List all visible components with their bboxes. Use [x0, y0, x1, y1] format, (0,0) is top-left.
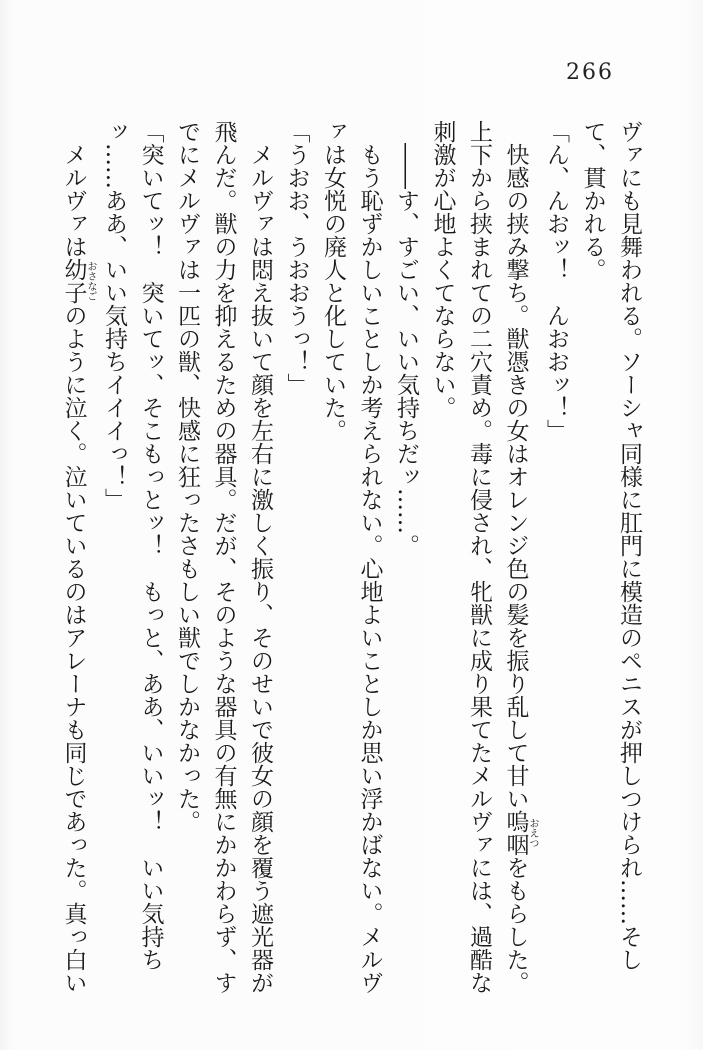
page-number: 266 [566, 60, 614, 85]
paragraph: メルヴァは幼子おさなごのように泣く。泣いているのはアレーナも同じであった。真っ白い [60, 143, 96, 994]
ruby-annotated-word: 幼子おさなご [60, 258, 96, 304]
paragraph: メルヴァは悶え抜いて顔を左右に激しく振り、そのせいで彼女の顔を覆う遮光器が飛んだ。獣の力を抑えるための器具。だが、そのような器具の有無にかかわらず、すでにメルヴァは一匹の獣、快感に狂ったさもしい獣でしかなかった。 [174, 120, 273, 994]
paragraph: 「ん、んおッ！ んおおッ！」 [543, 120, 569, 442]
paragraph: 「突いてッ！ 突いてッ、そこもっとッ！ もっと、ああ、いいッ！ いい気持ちッ……ああ、いい気持ちイイイっ！」 [101, 120, 164, 971]
paragraph: ヴァにも見舞われる。ソーシャ同様に肛門に模造のペニスが押しつけられ……そして、貫かれる。 [579, 120, 642, 971]
paragraph: もう恥ずかしいことしか考えられない。心地よいことしか思い浮かばない。メルヴァは女悦の廃人と化していた。 [320, 120, 383, 994]
page-text [61, 120, 647, 1008]
paragraph: ――す、すごい、いい気持ちだッ……。 [393, 143, 419, 557]
paragraph: 快感の挟み撃ち。獣憑きの女はオレンジ色の髪を振り乱して甘い嗚咽おえつをもらした。上下から挟まれての二穴責め。毒に侵され、牝獣に成り果てたメルヴァには、過酷な刺激が心地よくてならない。 [429, 120, 538, 994]
ruby-annotated-word: 嗚咽おえつ [502, 810, 538, 856]
paragraph: 「うおお、うおおうっ！」 [283, 120, 310, 396]
